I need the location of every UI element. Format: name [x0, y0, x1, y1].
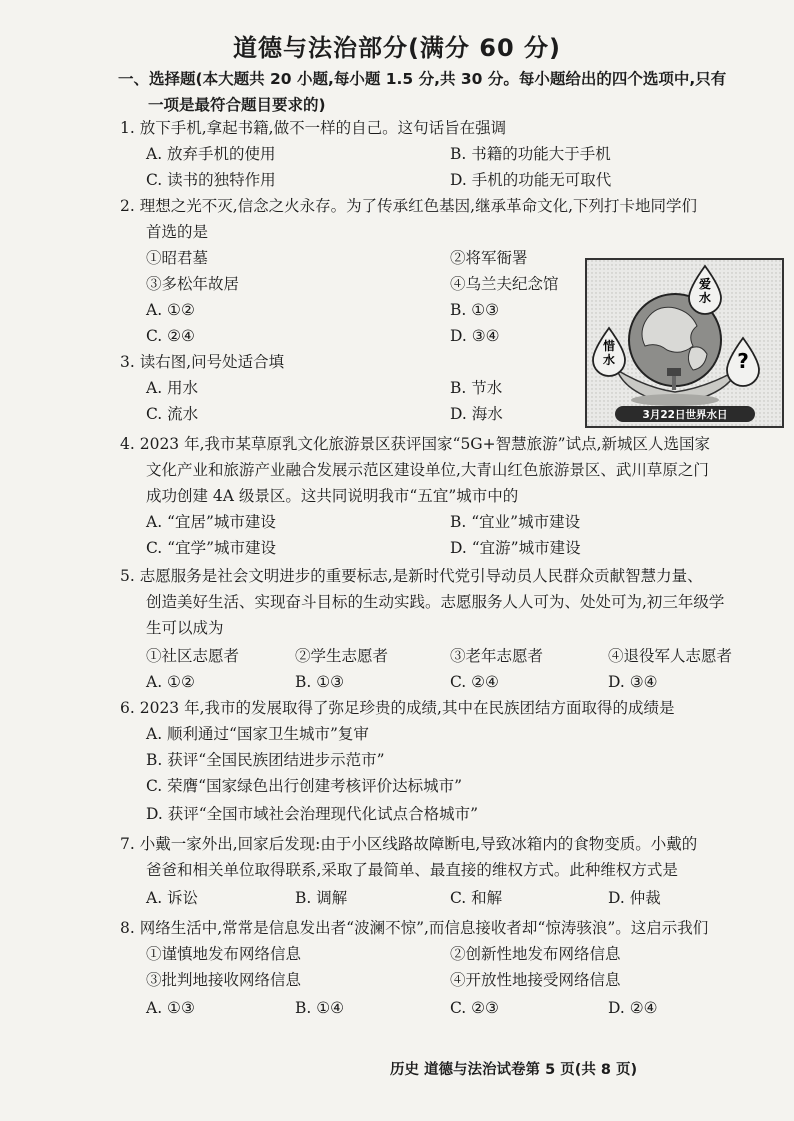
question-3-stem: 3. 读右图,问号处适合填 [120, 353, 285, 371]
question-6-option-c: C. 荣膺“国家绿色出行创建考核评价达标城市” [146, 777, 463, 795]
question-2-item-1: ①昭君墓 [146, 249, 209, 267]
tagTop-char: 爱 [698, 277, 712, 291]
question-5-stem-line-3: 生可以成为 [146, 619, 224, 637]
question-8-option-a: A. ①③ [146, 999, 195, 1017]
question-3-option-c: C. 流水 [146, 405, 199, 423]
question-2-option-c: C. ②④ [146, 327, 195, 345]
question-2-stem-line-2: 首选的是 [146, 223, 209, 241]
drop-left-label [602, 338, 615, 367]
question-1-option-c: C. 读书的独特作用 [146, 171, 276, 189]
question-1-option-b: B. 书籍的功能大于手机 [450, 145, 611, 163]
question-8-item-2: ②创新性地发布网络信息 [450, 945, 621, 963]
question-4-stem-line-1: 4. 2023 年,我市某草原乳文化旅游景区获评国家“5G+智慧旅游”试点,新城区人选国家 [120, 435, 711, 453]
question-4-option-d: D. “宜游”城市建设 [450, 539, 581, 557]
question-5-option-a: A. ①② [146, 673, 195, 691]
tagLeft-char: 惜 [602, 339, 616, 353]
section-heading-line-2: 一项是最符合题目要求的) [148, 96, 326, 114]
question-2-option-b: B. ①③ [450, 301, 500, 319]
question-2-option-a: A. ①② [146, 301, 195, 319]
question-7-option-d: D. 仲裁 [608, 889, 661, 907]
question-2-item-3: ③多松年故居 [146, 275, 240, 293]
drop-right-label: ? [737, 349, 749, 373]
section-heading [118, 66, 778, 118]
question-5-item-3: ③老年志愿者 [450, 647, 544, 665]
figure-caption: 3月22日世界水日 [642, 409, 728, 421]
question-5-option-b: B. ①③ [295, 673, 345, 691]
page-footer: 历史 道德与法治试卷第 5 页(共 8 页) [390, 1062, 638, 1078]
question-5-item-1: ①社区志愿者 [146, 647, 240, 665]
question-7-stem-line-1: 7. 小戴一家外出,回家后发现:由于小区线路故障断电,导致冰箱内的食物变质。小戴的 [120, 835, 698, 853]
question-5-option-d: D. ③④ [608, 673, 658, 691]
question-1-option-d: D. 手机的功能无可取代 [450, 171, 612, 189]
question-3-option-b: B. 节水 [450, 379, 503, 397]
question-5-stem-line-1: 5. 志愿服务是社会文明进步的重要标志,是新时代党引导动员人民群众贡献智慧力量、 [120, 567, 703, 585]
question-7-stem-line-2: 爸爸和相关单位取得联系,采取了最简单、最直接的维权方式。此种维权方式是 [146, 861, 678, 879]
water-globe-illustration [587, 260, 782, 426]
question-3-option-d: D. 海水 [450, 405, 503, 423]
page-title: 道德与法治部分(满分 60 分) [232, 34, 562, 62]
question-4-option-b: B. “宜业”城市建设 [450, 513, 581, 531]
world-water-day-figure [585, 258, 784, 428]
question-8-option-c: C. ②③ [450, 999, 499, 1017]
question-8-item-3: ③批判地接收网络信息 [146, 971, 302, 989]
tagLeft-char: 水 [602, 353, 616, 367]
question-2-item-2: ②将军衙署 [450, 249, 528, 267]
question-8-item-1: ①谨慎地发布网络信息 [146, 945, 302, 963]
drop-top-label [698, 276, 711, 305]
question-5-item-2: ②学生志愿者 [295, 647, 389, 665]
question-5-item-4: ④退役军人志愿者 [608, 647, 733, 665]
section-heading-line-1: 一、选择题(本大题共 20 小题,每小题 1.5 分,共 30 分。每小题给出的四个选项中,只有 [118, 70, 727, 88]
question-7-option-a: A. 诉讼 [146, 889, 199, 907]
question-4-option-c: C. “宜学”城市建设 [146, 539, 277, 557]
question-8-item-4: ④开放性地接受网络信息 [450, 971, 621, 989]
question-7-option-b: B. 调解 [295, 889, 348, 907]
question-3-option-a: A. 用水 [146, 379, 199, 397]
question-4-stem-line-3: 成功创建 4A 级景区。这共同说明我市“五宜”城市中的 [146, 487, 519, 505]
water-puddle [631, 394, 719, 406]
question-5-stem-line-2: 创造美好生活、实现奋斗目标的生动实践。志愿服务人人可为、处处可为,初三年级学 [146, 593, 725, 611]
question-6-option-b: B. 获评“全国民族团结进步示范市” [146, 751, 385, 769]
faucet-icon [667, 368, 681, 376]
question-8-option-d: D. ②④ [608, 999, 658, 1017]
question-7-option-c: C. 和解 [450, 889, 503, 907]
question-1-stem: 1. 放下手机,拿起书籍,做不一样的自己。这句话旨在强调 [120, 119, 507, 137]
question-4-stem-line-2: 文化产业和旅游产业融合发展示范区建设单位,大青山红色旅游景区、武川草原之门 [146, 461, 709, 479]
question-5-option-c: C. ②④ [450, 673, 499, 691]
question-2-stem-line-1: 2. 理想之光不灭,信念之火永存。为了传承红色基因,继承革命文化,下列打卡地同学们 [120, 197, 697, 215]
question-8-stem: 8. 网络生活中,常常是信息发出者“波澜不惊”,而信息接收者却“惊涛骇浪”。这启示我们 [120, 919, 709, 937]
tagTop-char: 水 [698, 291, 712, 305]
faucet-stream [672, 376, 676, 390]
question-2-option-d: D. ③④ [450, 327, 500, 345]
question-6-option-a: A. 顺利通过“国家卫生城市”复审 [146, 725, 369, 743]
question-6-option-d: D. 获评“全国市域社会治理现代化试点合格城市” [146, 805, 479, 823]
question-1-option-a: A. 放弃手机的使用 [146, 145, 276, 163]
question-6-stem: 6. 2023 年,我市的发展取得了弥足珍贵的成绩,其中在民族团结方面取得的成绩是 [120, 699, 675, 717]
question-2-item-4: ④乌兰夫纪念馆 [450, 275, 559, 293]
question-4-option-a: A. “宜居”城市建设 [146, 513, 276, 531]
question-8-option-b: B. ①④ [295, 999, 345, 1017]
